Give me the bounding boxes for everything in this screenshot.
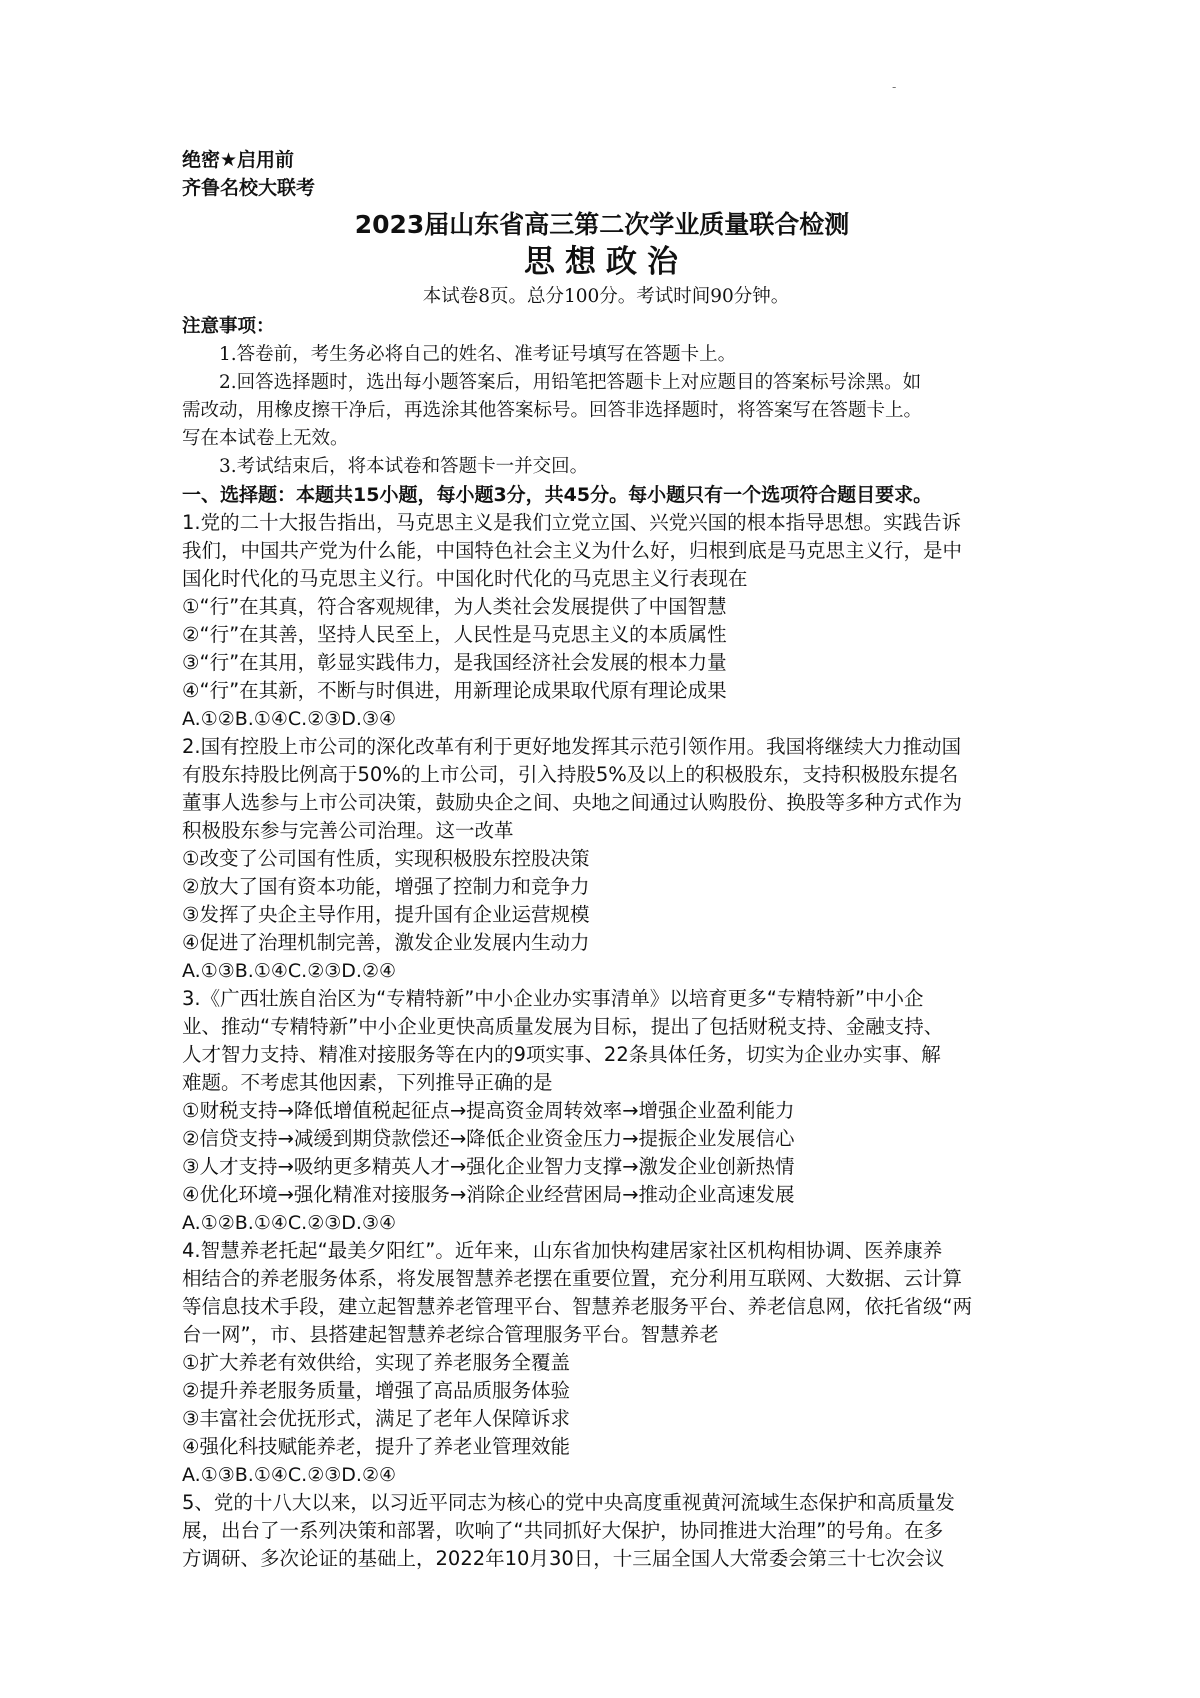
option-4: ④促进了治理机制完善，激发企业发展内生动力: [182, 931, 590, 954]
exam-content: [182, 146, 1030, 1573]
answer-choices: A.①②B.①④C.②③D.③④: [182, 1212, 397, 1234]
notice-item-3: 3.考试结束后，将本试卷和答题卡一并交回。: [219, 456, 589, 477]
option-3: ③“行”在其用，彰显实践伟力，是我国经济社会发展的根本力量: [182, 651, 727, 674]
question-stem-line: 有股东持股比例高于50%的上市公司，引入持股5%及以上的积极股东，支持积极股东提名: [182, 763, 959, 786]
question-3: [182, 985, 1030, 1237]
answer-choices: A.①③B.①④C.②③D.②④: [182, 1464, 397, 1486]
notice-item-2-continued: 需改动，用橡皮擦干净后，再选涂其他答案标号。回答非选择题时，将答案写在答题卡上。: [182, 400, 923, 421]
question-stem-line: 难题。不考虑其他因素，下列推导正确的是: [182, 1071, 553, 1094]
question-stem-line: 人才智力支持、精准对接服务等在内的9项实事、22条具体任务，切实为企业办实事、解: [182, 1043, 941, 1066]
notice-item-2-end: 写在本试卷上无效。: [182, 428, 349, 449]
option-1: ①改变了公司国有性质，实现积极股东控股决策: [182, 847, 590, 870]
option-2: ②放大了国有资本功能，增强了控制力和竞争力: [182, 875, 590, 898]
corner-mark: -: [892, 80, 897, 94]
question-stem-line: 相结合的养老服务体系，将发展智慧养老摆在重要位置，充分利用互联网、大数据、云计算: [182, 1267, 963, 1290]
question-stem-line: 等信息技术手段，建立起智慧养老管理平台、智慧养老服务平台、养老信息网，依托省级“两: [182, 1295, 973, 1318]
question-stem-line: 业、推动“专精特新”中小企业更快高质量发展为目标，提出了包括财税支持、金融支持、: [182, 1015, 944, 1038]
question-stem-line: 展，出台了一系列决策和部署，吹响了“共同抓好大保护，协同推进大治理”的号角。在多: [182, 1519, 944, 1542]
option-1: ①财税支持→降低增值税起征点→提高资金周转效率→增强企业盈利能力: [182, 1099, 795, 1122]
exam-info: 本试卷8页。总分100分。考试时间90分钟。: [422, 286, 790, 307]
answer-choices: A.①②B.①④C.②③D.③④: [182, 708, 397, 730]
option-3: ③丰富社会优抚形式，满足了老年人保障诉求: [182, 1407, 570, 1430]
question-stem-line: 国化时代化的马克思主义行。中国化时代化的马克思主义行表现在: [182, 567, 748, 590]
question-stem-line: 积极股东参与完善公司治理。这一改革: [182, 819, 514, 842]
option-1: ①“行”在其真，符合客观规律，为人类社会发展提供了中国智慧: [182, 595, 727, 618]
subject-title: 思想政治: [524, 244, 688, 280]
answer-choices: A.①③B.①④C.②③D.②④: [182, 960, 397, 982]
question-1: [182, 509, 1030, 733]
question-2: [182, 733, 1030, 985]
question-stem-line: 3.《广西壮族自治区为“专精特新”中小企业办实事清单》以培育更多“专精特新”中小企: [182, 987, 924, 1010]
option-2: ②提升养老服务质量，增强了高品质服务体验: [182, 1379, 570, 1402]
notice-item-2: 2.回答选择题时，选出每小题答案后，用铅笔把答题卡上对应题目的答案标号涂黑。如: [219, 372, 922, 393]
option-3: ③发挥了央企主导作用，提升国有企业运营规模: [182, 903, 590, 926]
question-stem-line: 1.党的二十大报告指出，马克思主义是我们立党立国、兴党兴国的根本指导思想。实践告诉: [182, 511, 962, 534]
confidential-label: 绝密★启用前: [182, 149, 295, 171]
question-stem-line: 5、党的十八大以来，以习近平同志为核心的党中央高度重视黄河流域生态保护和高质量发: [182, 1491, 955, 1514]
question-stem-line: 2.国有控股上市公司的深化改革有利于更好地发挥其示范引领作用。我国将继续大力推动国: [182, 735, 962, 758]
question-stem-line: 4.智慧养老托起“最美夕阳红”。近年来，山东省加快构建居家社区机构相协调、医养康养: [182, 1239, 943, 1262]
notice-item-1: 1.答卷前，考生务必将自己的姓名、准考证号填写在答题卡上。: [219, 344, 737, 365]
exam-title: 2023届山东省高三第二次学业质量联合检测: [354, 210, 850, 239]
option-1: ①扩大养老有效供给，实现了养老服务全覆盖: [182, 1351, 570, 1374]
question-stem-line: 台一网”，市、县搭建起智慧养老综合管理服务平台。智慧养老: [182, 1323, 719, 1346]
option-4: ④优化环境→强化精准对接服务→消除企业经营困局→推动企业高速发展: [182, 1183, 795, 1206]
question-stem-line: 我们，中国共产党为什么能，中国特色社会主义为什么好，归根到底是马克思主义行，是中: [182, 539, 963, 562]
option-2: ②信贷支持→减缓到期贷款偿还→降低企业资金压力→提振企业发展信心: [182, 1127, 795, 1150]
notice-heading: 注意事项：: [182, 316, 275, 337]
option-2: ②“行”在其善，坚持人民至上，人民性是马克思主义的本质属性: [182, 623, 727, 646]
section-one-heading: 一、选择题：本题共15小题，每小题3分，共45分。每小题只有一个选项符合题目要求。: [182, 484, 933, 506]
question-stem-line: 方调研、多次论证的基础上，2022年10月30日，十三届全国人大常委会第三十七次会议: [182, 1547, 945, 1570]
option-4: ④强化科技赋能养老，提升了养老业管理效能: [182, 1435, 570, 1458]
option-4: ④“行”在其新，不断与时俱进，用新理论成果取代原有理论成果: [182, 679, 727, 702]
alliance-label: 齐鲁名校大联考: [182, 177, 316, 199]
question-4: [182, 1237, 1030, 1489]
option-3: ③人才支持→吸纳更多精英人才→强化企业智力支撑→激发企业创新热情: [182, 1155, 795, 1178]
question-stem-line: 董事人选参与上市公司决策，鼓励央企之间、央地之间通过认购股份、换股等多种方式作为: [182, 791, 963, 814]
question-5: [182, 1489, 1030, 1573]
